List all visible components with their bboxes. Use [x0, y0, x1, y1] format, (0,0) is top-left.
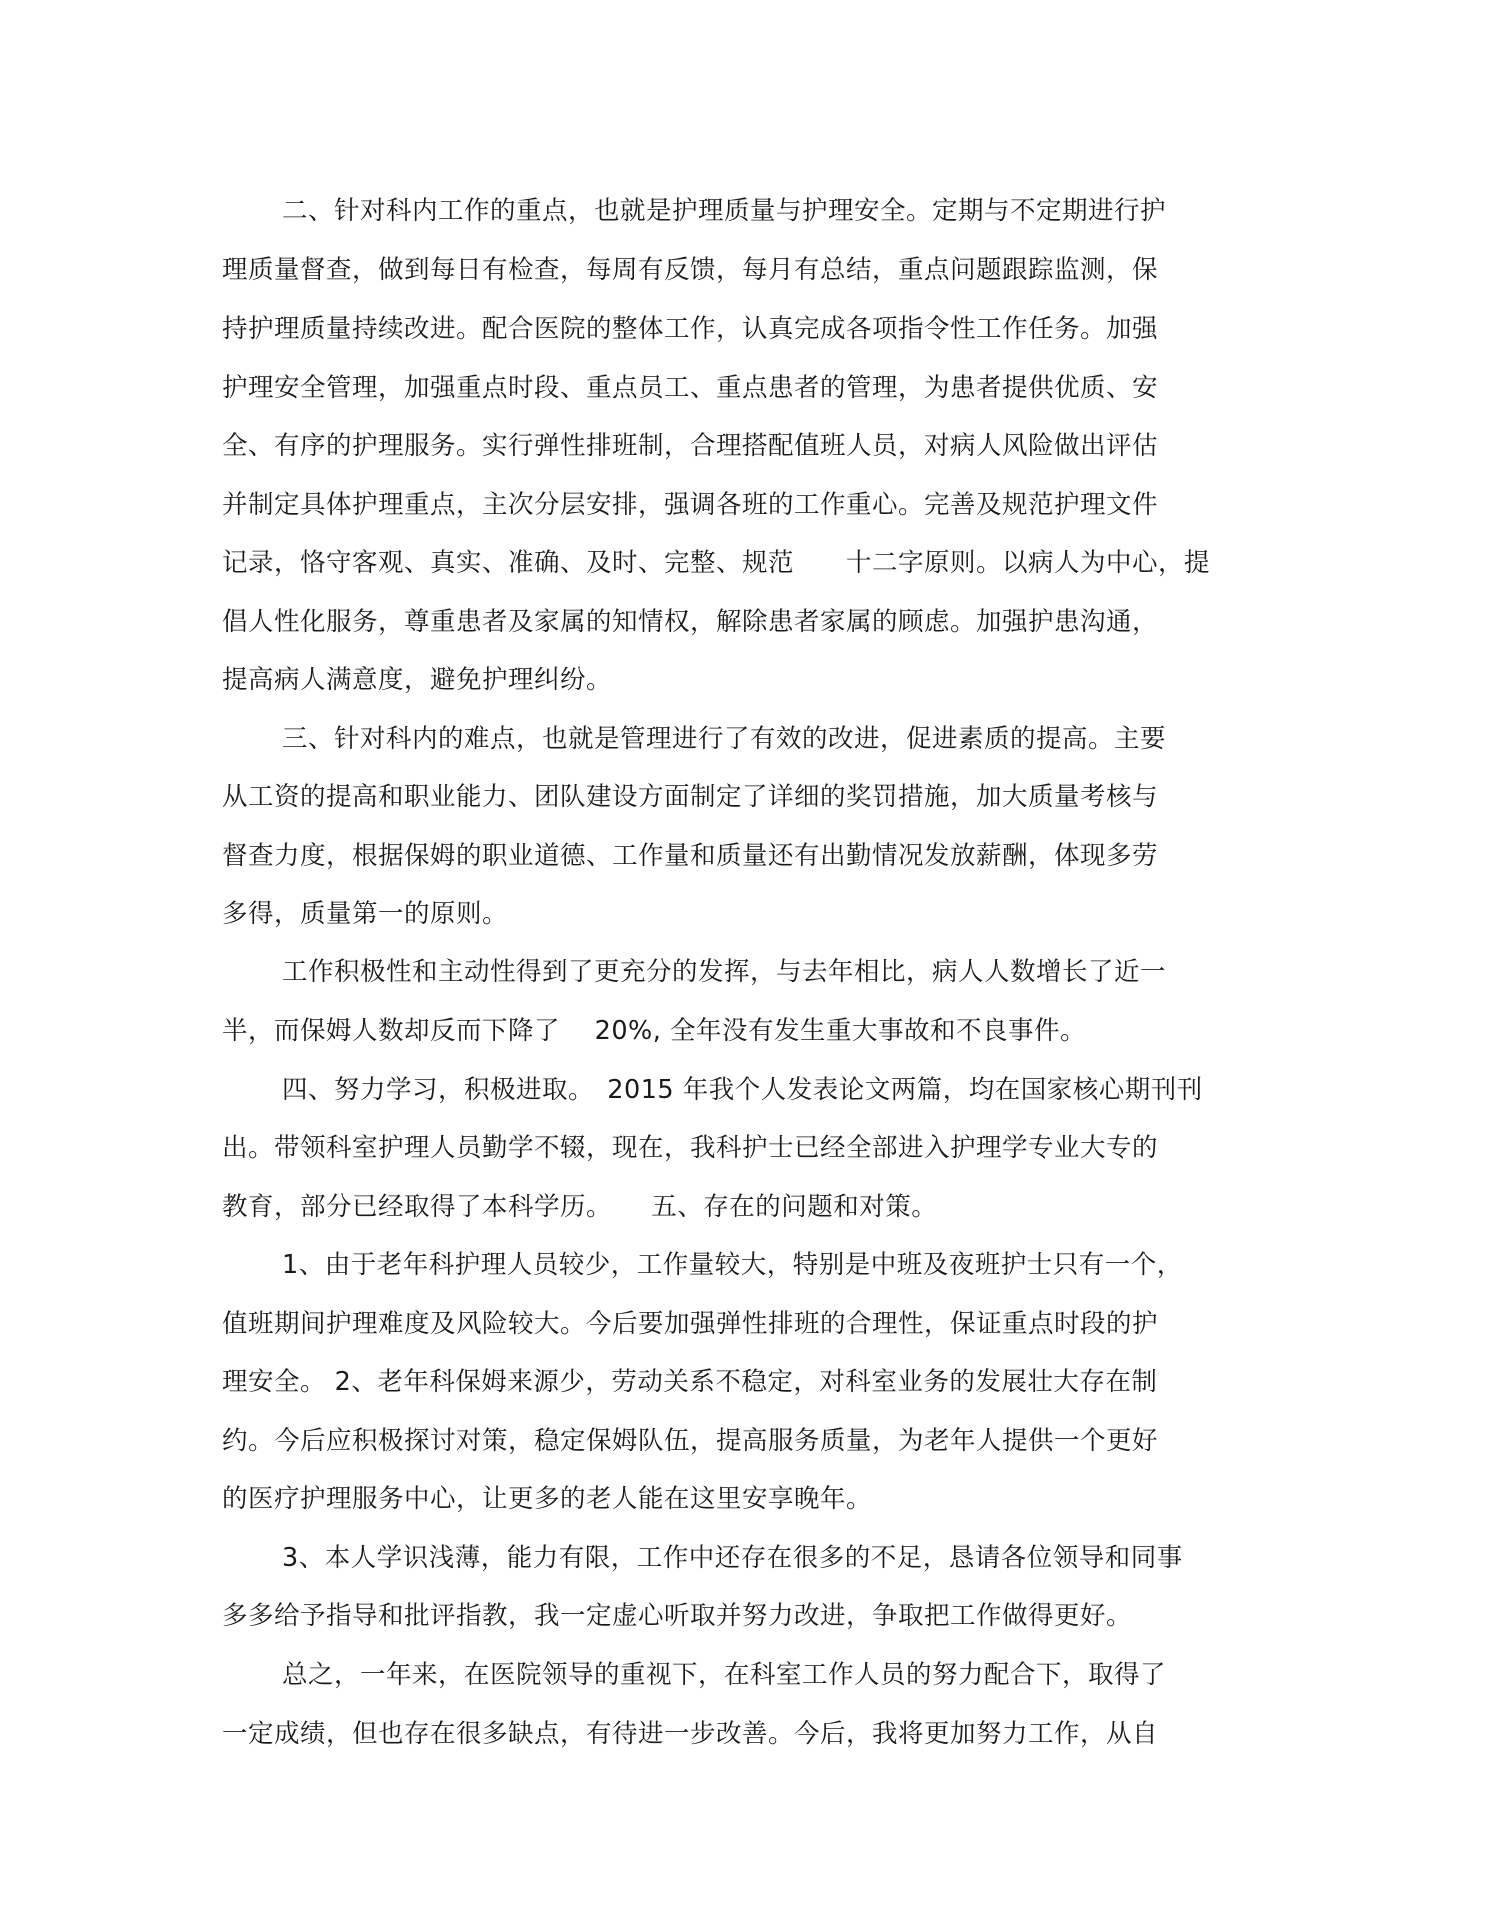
- text-line: 二、针对科内工作的重点，也就是护理质量与护理安全。定期与不定期进行护: [282, 196, 1167, 226]
- text-line: 理质量督查，做到每日有检查，每周有反馈，每月有总结，重点问题跟踪监测，保: [222, 255, 1159, 285]
- text-line: 出。带领科室护理人员勤学不辍，现在，我科护士已经全部进入护理学专业大专的: [222, 1133, 1159, 1163]
- text-line: 全、有序的护理服务。实行弹性排班制，合理搭配值班人员，对病人风险做出评估: [222, 431, 1159, 461]
- text-line: 理安全。 2、老年科保姆来源少，劳动关系不稳定，对科室业务的发展壮大存在制: [222, 1367, 1158, 1397]
- text-line: 从工资的提高和职业能力、团队建设方面制定了详细的奖罚措施，加大质量考核与: [222, 782, 1159, 812]
- text-line: 工作积极性和主动性得到了更充分的发挥，与去年相比，病人人数增长了近一: [282, 957, 1167, 987]
- text-line: 四、努力学习，积极进取。 2015 年我个人发表论文两篇，均在国家核心期刊刊: [282, 1075, 1203, 1105]
- text-line: 持护理质量持续改进。配合医院的整体工作，认真完成各项指令性工作任务。加强: [222, 314, 1159, 344]
- text-line: 总之，一年来，在医院领导的重视下，在科室工作人员的努力配合下，取得了: [282, 1660, 1167, 1690]
- text-line: 1、由于老年科护理人员较少，工作量较大，特别是中班及夜班护士只有一个，: [282, 1250, 1183, 1280]
- text-line: 护理安全管理，加强重点时段、重点员工、重点患者的管理，为患者提供优质、安: [222, 373, 1159, 403]
- text-line: 值班期间护理难度及风险较大。今后要加强弹性排班的合理性，保证重点时段的护: [222, 1309, 1159, 1339]
- text-line: 三、针对科内的难点，也就是管理进行了有效的改进，促进素质的提高。主要: [282, 724, 1167, 754]
- text-line: 并制定具体护理重点，主次分层安排，强调各班的工作重心。完善及规范护理文件: [222, 490, 1159, 520]
- text-line: 3、本人学识浅薄，能力有限，工作中还存在很多的不足，恳请各位领导和同事: [282, 1543, 1183, 1573]
- text-line: 倡人性化服务，尊重患者及家属的知情权，解除患者家属的顾虑。加强护患沟通，: [222, 607, 1159, 637]
- text-line: 多得，质量第一的原则。: [222, 899, 509, 929]
- text-line: 的医疗护理服务中心，让更多的老人能在这里安享晚年。: [222, 1484, 873, 1514]
- text-line: 多多给予指导和批评指教，我一定虚心听取并努力改进，争取把工作做得更好。: [222, 1601, 1133, 1631]
- text-line: 督查力度，根据保姆的职业道德、工作量和质量还有出勤情况发放薪酬，体现多劳: [222, 841, 1159, 871]
- text-line: 教育，部分已经取得了本科学历。 五、存在的问题和对策。: [222, 1192, 938, 1222]
- text-line: 约。今后应积极探讨对策，稳定保姆队伍，提高服务质量，为老年人提供一个更好: [222, 1426, 1159, 1456]
- text-line: 提高病人满意度，避免护理纠纷。: [222, 665, 613, 695]
- text-line: 半，而保姆人数却反而下降了 20%, 全年没有发生重大事故和不良事件。: [222, 1016, 1086, 1046]
- text-line: 记录，恪守客观、真实、准确、及时、完整、规范 十二字原则。以病人为中心，提: [222, 548, 1211, 578]
- text-line: 一定成绩，但也存在很多缺点，有待进一步改善。今后，我将更加努力工作，从自: [222, 1719, 1159, 1749]
